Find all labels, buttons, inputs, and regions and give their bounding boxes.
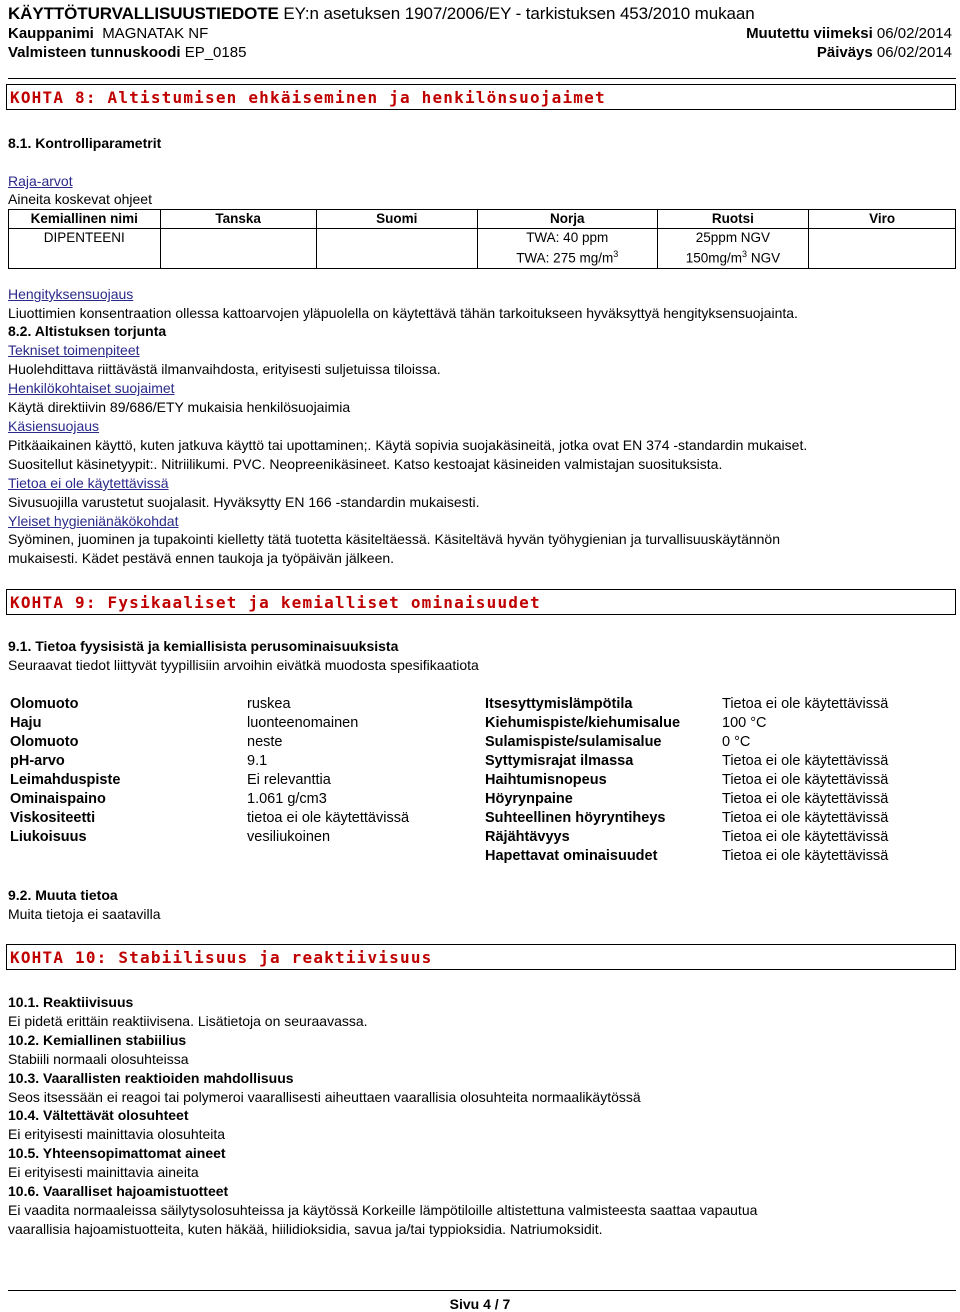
tech-measures-text: Huolehdittava riittävästä ilmanvaihdosta, erityisesti suljetuissa tiloissa.	[8, 361, 441, 377]
s10-item-title: 10.4. Vältettävät olosuhteet	[8, 1107, 189, 1123]
s10-item-title: 10.5. Yhteensopimattomat aineet	[8, 1145, 226, 1161]
property-label: pH-arvo	[10, 753, 65, 769]
s9-intro: Seuraavat tiedot liittyvät tyypillisiin arvoihin eivätkä muodosta spesifikaatiota	[8, 657, 479, 673]
modified-value: 06/02/2014	[876, 25, 952, 42]
s10-item-title: 10.6. Vaaralliset hajoamistuotteet	[8, 1183, 229, 1199]
s9-other-text: Muita tietoja ei saatavilla	[8, 906, 161, 922]
property-value: Tietoa ei ole käytettävissä	[722, 791, 889, 807]
property-value: ruskea	[247, 696, 291, 712]
hand-protection-text-1: Pitkäaikainen käyttö, kuten jatkuva käyttö tai upottaminen;. Käytä sopivia suojakäsineitä, jotka ovat EN 374 -standardin mukaiset.	[8, 437, 808, 453]
s8-1-title: 8.1. Kontrolliparametrit	[8, 135, 162, 151]
property-value: Ei relevanttia	[247, 772, 331, 788]
hand-protection-text-2: Suositellut käsinetyypit:. Nitriilikumi. PVC. Neopreenikäsineet. Katso kestoajat käsineiden valmistajan suosituksista.	[8, 456, 723, 472]
eye-protection-title: Tietoa ei ole käytettävissä	[8, 475, 169, 491]
tech-measures-title: Tekniset toimenpiteet	[8, 342, 140, 358]
modified-label: Muutettu viimeksi	[746, 25, 873, 42]
table-header: Norja	[477, 210, 657, 229]
property-label: Räjähtävyys	[485, 829, 570, 845]
hygiene-text-2: mukaisesti. Kädet pestävä ennen taukoja ja työpäivän jälkeen.	[8, 550, 395, 566]
table-cell-ruotsi: 25ppm NGV $150mg/m^3$ NGV	[657, 229, 809, 269]
property-value: tietoa ei ole käytettävissä	[247, 810, 410, 826]
section-10-heading: KOHTA 10: Stabiilisuus ja reaktiivisuus	[6, 944, 956, 970]
s9-2-title: 9.2. Muuta tietoa	[8, 887, 118, 903]
date-label: Päiväys	[816, 44, 873, 61]
s10-item-text: Ei vaadita normaaleissa säilytysolosuhteissa ja käytössä Korkeille lämpötiloille altistettuna valmisteesta saattaa vapautua	[8, 1202, 758, 1218]
property-label: Syttymisrajat ilmassa	[485, 753, 634, 769]
property-value: Tietoa ei ole käytettävissä	[722, 810, 889, 826]
s10-item-text: Ei erityisesti mainittavia aineita	[8, 1164, 199, 1180]
document-title: KÄYTTÖTURVALLISUUSTIEDOTE EY:n asetuksen 1907/2006/EY - tarkistuksen 453/2010 mukaan	[8, 4, 755, 23]
property-label: Hapettavat ominaisuudet	[485, 848, 658, 864]
respiratory-text: Liuottimien konsentraation ollessa kattoarvojen yläpuolella on käytettävä tähän tarkoitukseen hyväksyttyä hengityksensuojainta.	[8, 305, 798, 321]
hand-protection-title: Käsiensuojaus	[8, 418, 100, 434]
property-value: Tietoa ei ole käytettävissä	[722, 696, 889, 712]
property-label: Suhteellinen höyryntiheys	[485, 810, 666, 826]
property-label: Liukoisuus	[10, 829, 87, 845]
table-cell	[809, 229, 956, 269]
s8-2-title: 8.2. Altistuksen torjunta	[8, 323, 167, 339]
guidance-text: Aineita koskevat ohjeet	[8, 191, 152, 207]
table-row	[9, 229, 956, 269]
property-label: Kiehumispiste/kiehumisalue	[485, 715, 681, 731]
product-code-value: EP_0185	[184, 44, 247, 61]
property-value: 0 °C	[722, 734, 751, 750]
s10-item-text: Seos itsessään ei reagoi tai polymeroi vaarallisesti aiheuttaen vaarallisia olosuhteita normaalikäytössä	[8, 1089, 641, 1105]
property-value: luonteenomainen	[247, 715, 359, 731]
header-rule	[8, 78, 956, 79]
property-value: Tietoa ei ole käytettävissä	[722, 772, 889, 788]
s10-item-title: 10.2. Kemiallinen stabiilius	[8, 1032, 187, 1048]
property-label: Höyrynpaine	[485, 791, 573, 807]
table-header: Kemiallinen nimi	[9, 210, 161, 229]
property-value: Tietoa ei ole käytettävissä	[722, 848, 889, 864]
s10-item-title: 10.3. Vaarallisten reaktioiden mahdollisuus	[8, 1070, 294, 1086]
property-value: 1.061 g/cm3	[247, 791, 327, 807]
property-value: neste	[247, 734, 283, 750]
section-9-heading: KOHTA 9: Fysikaaliset ja kemialliset ominaisuudet	[6, 589, 956, 615]
hygiene-text-1: Syöminen, juominen ja tupakointi kielletty tätä tuotetta käsiteltäessä. Käsiteltävä hyvän työhygienian ja turvallisuuskäytännön	[8, 531, 781, 547]
s10-item-title: 10.1. Reaktiivisuus	[8, 994, 134, 1010]
ppe-text: Käytä direktiivin 89/686/ETY mukaisia henkilösuojaimia	[8, 399, 351, 415]
limits-title: Raja-arvot	[8, 173, 73, 189]
property-value: 9.1	[247, 753, 268, 769]
exposure-limits-table	[8, 209, 956, 269]
table-cell-name: DIPENTEENI	[9, 229, 161, 269]
property-value: vesiliukoinen	[247, 829, 331, 845]
property-value: Tietoa ei ole käytettävissä	[722, 753, 889, 769]
table-header: Viro	[809, 210, 956, 229]
table-header: Suomi	[316, 210, 477, 229]
table-cell-norja: TWA: 40 ppm TWA: 275 $mg/m^3$	[477, 229, 657, 269]
property-label: Olomuoto	[10, 734, 79, 750]
property-label: Haihtumisnopeus	[485, 772, 607, 788]
table-cell	[316, 229, 477, 269]
section-8-heading: KOHTA 8: Altistumisen ehkäiseminen ja henkilönsuojaimet	[6, 84, 956, 110]
table-header-row	[9, 210, 956, 229]
table-header: Tanska	[160, 210, 316, 229]
respiratory-title: Hengityksensuojaus	[8, 286, 134, 302]
eye-protection-text: Sivusuojilla varustetut suojalasit. Hyväksytty EN 166 -standardin mukaisesti.	[8, 494, 480, 510]
property-label: Ominaispaino	[10, 791, 106, 807]
property-value: 100 °C	[722, 715, 767, 731]
header-row-trade	[8, 25, 956, 42]
s10-item-text-continued: vaarallisia hajoamistuotteita, kuten häkää, hiilidioksidia, savua ja/tai typpioksidia. Natriumoksidit.	[8, 1221, 603, 1237]
page-number: Sivu 4 / 7	[449, 1296, 511, 1312]
trade-name-value: MAGNATAK NF	[102, 25, 209, 42]
s9-1-title: 9.1. Tietoa fyysisistä ja kemiallisista perusominaisuuksista	[8, 638, 399, 654]
property-label: Viskositeetti	[10, 810, 96, 826]
property-label: Leimahduspiste	[10, 772, 121, 788]
s10-item-text: Ei pidetä erittäin reaktiivisena. Lisätietoja on seuraavassa.	[8, 1013, 368, 1029]
property-label: Sulamispiste/sulamisalue	[485, 734, 662, 750]
ppe-title: Henkilökohtaiset suojaimet	[8, 380, 175, 396]
header-row-code	[8, 44, 956, 61]
trade-name-label: Kauppanimi	[8, 25, 94, 42]
s10-item-text: Stabiili normaali olosuhteissa	[8, 1051, 189, 1067]
product-code-label: Valmisteen tunnuskoodi	[8, 44, 181, 61]
property-value: Tietoa ei ole käytettävissä	[722, 829, 889, 845]
s10-item-text: Ei erityisesti mainittavia olosuhteita	[8, 1126, 226, 1142]
table-cell	[160, 229, 316, 269]
footer-rule	[8, 1290, 956, 1291]
property-label: Itsesyttymislämpötila	[485, 696, 633, 712]
hygiene-title: Yleiset hygieniänäkökohdat	[8, 513, 179, 529]
property-label: Olomuoto	[10, 696, 79, 712]
table-header: Ruotsi	[657, 210, 809, 229]
property-label: Haju	[10, 715, 42, 731]
date-value: 06/02/2014	[876, 44, 952, 61]
